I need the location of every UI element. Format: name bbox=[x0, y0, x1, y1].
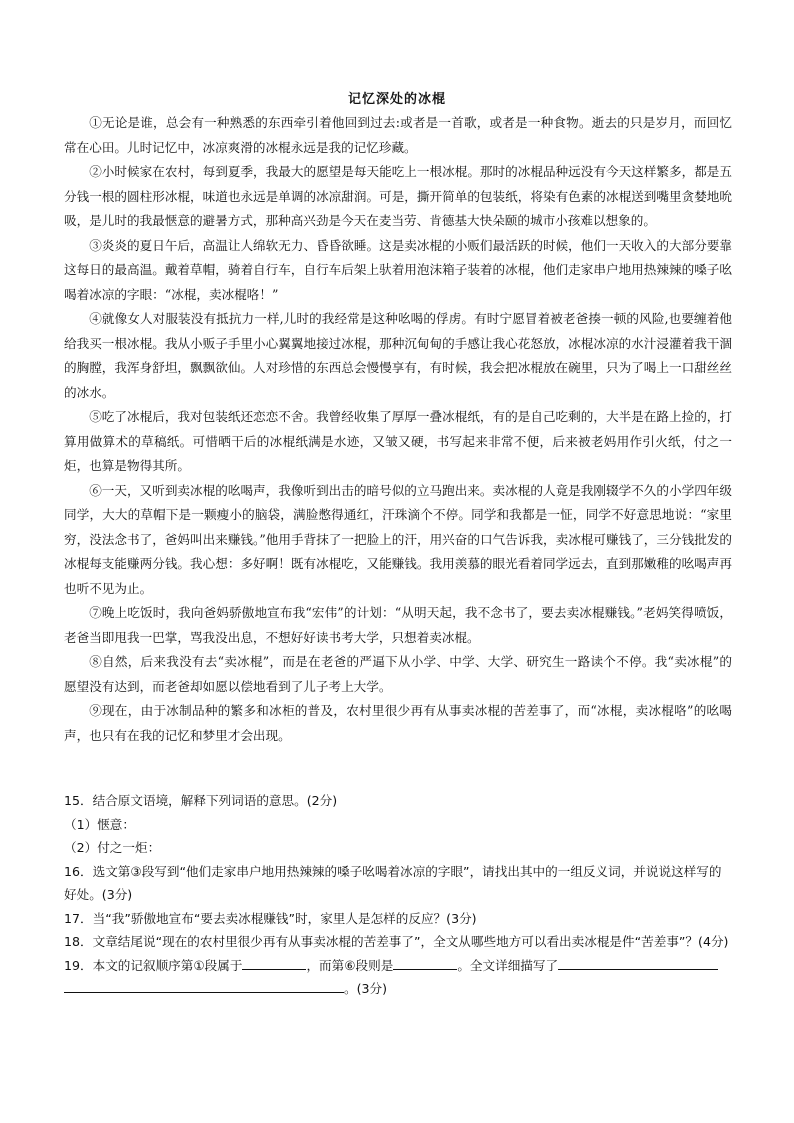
question-17: 17．当“我”骄傲地宣布“要去卖冰棍赚钱”时，家里人是怎样的反应？(3分) bbox=[64, 910, 477, 926]
question-15-item-1: （1）惬意： bbox=[64, 816, 135, 832]
question-19 bbox=[64, 954, 732, 1001]
question-15: 15．结合原文语境，解释下列词语的意思。(2分) bbox=[64, 793, 338, 808]
passage-body bbox=[64, 111, 732, 748]
paragraph-1: ①无论是谁，总会有一种熟悉的东西牵引着他回到过去:或者是一首歌，或者是一种食物。逝去的只是岁月，而回忆常在心田。儿时记忆中，冰凉爽滑的冰棍永远是我的记忆珍藏。 bbox=[64, 115, 732, 155]
paragraph-6: ⑥一天，又听到卖冰棍的吆喝声，我像听到出击的暗号似的立马跑出来。卖冰棍的人竟是我刚辍学不久的小学四年级同学，大大的草帽下是一颗瘦小的脑袋，满脸憋得通红，汗珠滴个不停。同学和我都是一怔，同学不好意思地说：“家里穷，没法念书了，爸妈叫出来赚钱。”他用手背抹了一把脸上的汗，用兴奋的口气告诉我，卖冰棍可赚钱了，三分钱批发的冰棍每支能赚两分钱。我心想：多好啊！既有冰棍吃，又能赚钱。我用羡慕的眼光看着同学远去，直到那嫩稚的吆喝声再也听不见为止。 bbox=[64, 482, 732, 596]
passage-title: 记忆深处的冰棍 bbox=[347, 92, 446, 107]
paragraph-4: ④就像女人对服装没有抵抗力一样,儿时的我经常是这种吆喝的俘虏。有时宁愿冒着被老爸揍一顿的风险,也要缠着他给我买一根冰棍。我从小贩子手里小心翼翼地接过冰棍，那种沉甸甸的手感让我心花怒放，冰棍冰凉的水汁浸灌着我干涸的胸膛，我浑身舒坦，飘飘欲仙。人对珍惜的东西总会慢慢享有，有时候，我会把冰棍放在碗里，只为了喝上一口甜丝丝的冰水。 bbox=[64, 311, 732, 400]
question-19-part-c: 。全文详细描写了 bbox=[457, 957, 559, 973]
answer-blank-1[interactable] bbox=[242, 955, 306, 970]
question-section bbox=[64, 789, 732, 1001]
paragraph-8: ⑧自然，后来我没有去“卖冰棍”，而是在老爸的严逼下从小学、中学、大学、研究生一路读个不停。我“卖冰棍”的愿望没有达到，而老爸却如愿以偿地看到了儿子考上大学。 bbox=[64, 654, 732, 694]
paragraph-5: ⑤吃了冰棍后，我对包装纸还恋恋不舍。我曾经收集了厚厚一叠冰棍纸，有的是自己吃剩的，大半是在路上捡的，打算用做算术的草稿纸。可惜晒干后的冰棍纸满是水迹，又皱又硬，书写起来非常不便，后来被老妈用作引火纸，付之一炬，也算是物得其所。 bbox=[64, 409, 732, 473]
paragraph-2: ②小时候家在农村，每到夏季，我最大的愿望是每天能吃上一根冰棍。那时的冰棍品种远没有今天这样繁多，都是五分钱一根的圆柱形冰棍，味道也永远是单调的冰凉甜润。可是，撕开简单的包装纸，将染有色素的冰棍送到嘴里贪婪地吮吸，是儿时的我最惬意的避暑方式，那种高兴劲是今天在麦当劳、肯德基大快朵颐的城市小孩难以想象的。 bbox=[64, 164, 732, 228]
paragraph-3: ③炎炎的夏日午后，高温让人绵软无力、昏昏欲睡。这是卖冰棍的小贩们最活跃的时候，他们一天收入的大部分要靠这每日的最高温。戴着草帽，骑着自行车，自行车后架上驮着用泡沫箱子装着的冰棍，他们走家串户地用热辣辣的嗓子吆喝着冰凉的字眼：“冰棍，卖冰棍咯！” bbox=[64, 237, 732, 302]
question-16: 16．选文第③段写到“他们走家串户地用热辣辣的嗓子吆喝着冰凉的字眼”，请找出其中的一组反义词，并说说这样写的好处。(3分) bbox=[64, 863, 722, 902]
question-15-item-2: （2）付之一炬： bbox=[64, 840, 161, 855]
answer-blank-2[interactable] bbox=[393, 955, 457, 970]
question-18: 18．文章结尾说“现在的农村里很少再有从事卖冰棍的苦差事了”，全文从哪些地方可以看出卖冰棍是件“苦差事”？(4分) bbox=[64, 934, 729, 949]
question-19-part-a: 19．本文的记叙顺序第①段属于 bbox=[64, 957, 243, 973]
question-19-part-d: 。(3分) bbox=[344, 981, 388, 996]
paragraph-7: ⑦晚上吃饭时，我向爸妈骄傲地宣布我“宏伟”的计划：“从明天起，我不念书了，要去卖冰棍赚钱。”老妈笑得喷饭，老爸当即甩我一巴掌，骂我没出息，不想好好读书考大学，只想着卖冰棍。 bbox=[64, 605, 732, 645]
answer-blank-4[interactable] bbox=[64, 978, 344, 993]
question-19-part-b: ，而第⑥段则是 bbox=[306, 957, 394, 973]
answer-blank-3[interactable] bbox=[558, 955, 718, 970]
paragraph-9: ⑨现在，由于冰制品种的繁多和冰柜的普及，农村里很少再有从事卖冰棍的苦差事了，而“冰棍，卖冰棍咯”的吆喝声，也只有在我的记忆和梦里才会出现。 bbox=[64, 703, 732, 743]
